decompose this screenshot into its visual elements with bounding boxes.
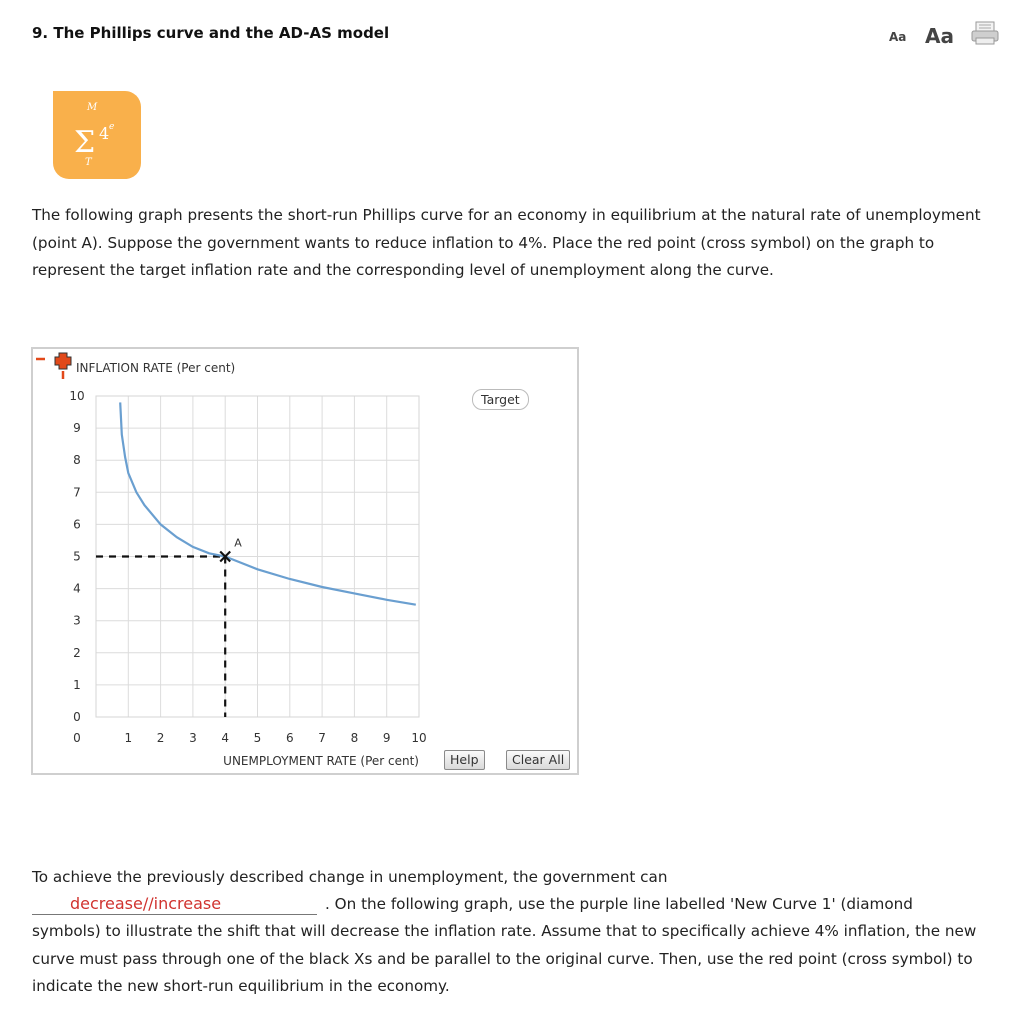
- y-tick-label: 3: [73, 613, 81, 628]
- edition-sup-label: e: [109, 122, 115, 132]
- print-icon[interactable]: [970, 20, 1000, 50]
- sigma-4e-icon: [53, 91, 141, 179]
- sigma-badge: [53, 91, 141, 179]
- phillips-graph-panel[interactable]: [31, 347, 579, 775]
- y-tick-label: 7: [73, 485, 81, 500]
- y-axis-label: INFLATION RATE (Per cent): [76, 361, 236, 375]
- clear-all-button[interactable]: Clear All: [506, 750, 570, 770]
- x-tick-label: 0: [73, 731, 81, 745]
- y-tick-label: 5: [73, 549, 81, 564]
- point-a-label: A: [234, 536, 242, 550]
- x-tick-label: 2: [156, 731, 165, 745]
- target-legend-label: Target: [472, 389, 529, 410]
- x-tick-label: 3: [189, 731, 197, 745]
- phillips-curve-line: [120, 402, 416, 604]
- y-tick-label: 4: [73, 581, 81, 596]
- sigma-top-label: M: [87, 102, 98, 113]
- help-button[interactable]: Help: [444, 750, 485, 770]
- y-tick-label: 8: [73, 453, 81, 468]
- y-tick-label: 1: [73, 677, 81, 692]
- question-two-rest: . On the following graph, use the purple line labelled 'New Curve 1' (diamond symbols) to illustrate the shift that will decrease the inflation rate. Assume that to specifically achieve 4% inflation, the new curve must pass through one of the black Xs and be parallel to the original curve. Then, use the red point (cross symbol) to indicate the new short-run equilibrium in the economy.: [32, 895, 977, 995]
- question-prompt: The following graph presents the short-run Phillips curve for an economy in equilibrium at the natural rate of unemployment (point A). Suppose the government wants to reduce inflation to 4%. Place the red point (cross symbol) on the graph to represent the target inflation rate and the corresponding level of unemployment along the curve.: [32, 206, 981, 279]
- x-tick-label: 6: [285, 731, 294, 745]
- font-size-large-button[interactable]: Aa: [925, 24, 954, 48]
- y-tick-label: 6: [73, 517, 81, 532]
- x-tick-label: 7: [318, 731, 326, 745]
- y-tick-label: 9: [73, 421, 81, 436]
- x-tick-label: 8: [350, 731, 359, 745]
- sigma-bottom-label: T: [85, 157, 92, 168]
- x-tick-label: 1: [124, 731, 133, 745]
- edition-label: 4: [99, 124, 110, 143]
- x-tick-label: 5: [253, 731, 262, 745]
- y-tick-label: 2: [73, 645, 81, 660]
- x-tick-label: 10: [411, 731, 427, 745]
- y-tick-label: 0: [73, 710, 81, 724]
- x-tick-label: 9: [382, 731, 391, 745]
- x-axis-label: UNEMPLOYMENT RATE (Per cent): [223, 754, 419, 768]
- question-two: [32, 864, 982, 1000]
- page-title: 9. The Phillips curve and the AD-AS model: [32, 24, 390, 42]
- shift-direction-dropdown[interactable]: decrease//increase: [32, 894, 317, 915]
- font-size-small-button[interactable]: Aa: [889, 30, 907, 44]
- svg-text:Σ: Σ: [74, 125, 96, 160]
- y-tick-label: 10: [69, 389, 85, 403]
- phillips-curve-chart[interactable]: [33, 349, 579, 775]
- question-two-lead: To achieve the previously described change in unemployment, the government can: [32, 868, 668, 886]
- target-cross-icon[interactable]: [33, 349, 73, 381]
- x-tick-label: 4: [221, 731, 230, 745]
